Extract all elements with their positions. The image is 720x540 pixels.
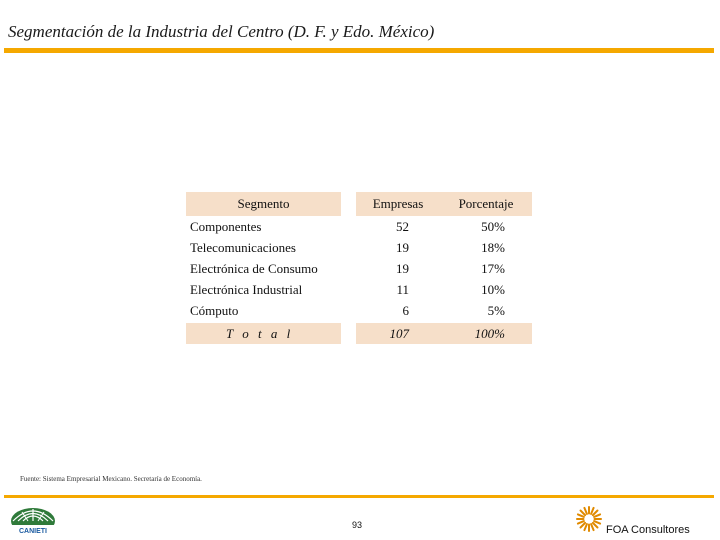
foa-sun-logo-icon xyxy=(576,506,602,532)
sun-ray xyxy=(584,524,586,530)
cell-companies: 19 xyxy=(396,261,409,276)
cell-segment: Telecomunicaciones xyxy=(190,240,296,255)
canieti-logo-icon xyxy=(8,503,58,535)
sun-ray xyxy=(594,514,600,516)
sun-ray xyxy=(593,523,598,528)
cell-segment: Electrónica Industrial xyxy=(190,282,303,297)
table-row xyxy=(186,279,532,300)
sun-ray xyxy=(584,508,586,514)
cell-companies: 6 xyxy=(402,303,409,318)
total-label: T o t a l xyxy=(226,326,294,341)
table-row xyxy=(186,237,532,258)
sun-ray xyxy=(593,511,598,516)
sun-ray xyxy=(578,514,584,516)
title-underline xyxy=(4,48,714,53)
header-companies: Empresas xyxy=(356,192,440,216)
total-label-cell xyxy=(186,323,341,344)
sun-ray xyxy=(578,521,584,523)
sun-ray xyxy=(581,511,586,516)
footer-brand: FOA Consultores xyxy=(606,524,690,536)
total-percent-cell xyxy=(440,323,532,344)
sun-ray xyxy=(591,524,593,530)
cell-percent: 18% xyxy=(481,240,505,255)
canieti-logo-text: CANIETI xyxy=(19,528,47,535)
cell-segment: Componentes xyxy=(190,219,262,234)
slide-title: Segmentación de la Industria del Centro (D. F. y Edo. México) xyxy=(8,22,435,41)
cell-percent: 50% xyxy=(481,219,505,234)
cell-companies: 19 xyxy=(396,240,409,255)
table-row xyxy=(186,258,532,279)
source-note: Fuente: Sistema Empresarial Mexicano. Secretaría de Economía. xyxy=(20,475,202,483)
cell-companies: 52 xyxy=(396,219,409,234)
table-row xyxy=(186,216,532,237)
header-segment: Segmento xyxy=(186,192,341,216)
table-row xyxy=(186,300,532,321)
total-companies-cell xyxy=(356,323,440,344)
cell-companies: 11 xyxy=(396,282,409,297)
sun-ray xyxy=(581,523,586,528)
sun-ray xyxy=(591,508,593,514)
cell-percent: 17% xyxy=(481,261,505,276)
cell-segment: Electrónica de Consumo xyxy=(190,261,318,276)
sun-ray xyxy=(594,521,600,523)
page-number: 93 xyxy=(352,520,363,530)
cell-percent: 5% xyxy=(487,303,505,318)
total-percent: 100% xyxy=(474,326,505,341)
footer-rule xyxy=(4,495,714,498)
header-percent: Porcentaje xyxy=(440,192,532,216)
total-companies: 107 xyxy=(389,326,409,341)
cell-segment: Cómputo xyxy=(190,303,239,318)
cell-percent: 10% xyxy=(481,282,505,297)
